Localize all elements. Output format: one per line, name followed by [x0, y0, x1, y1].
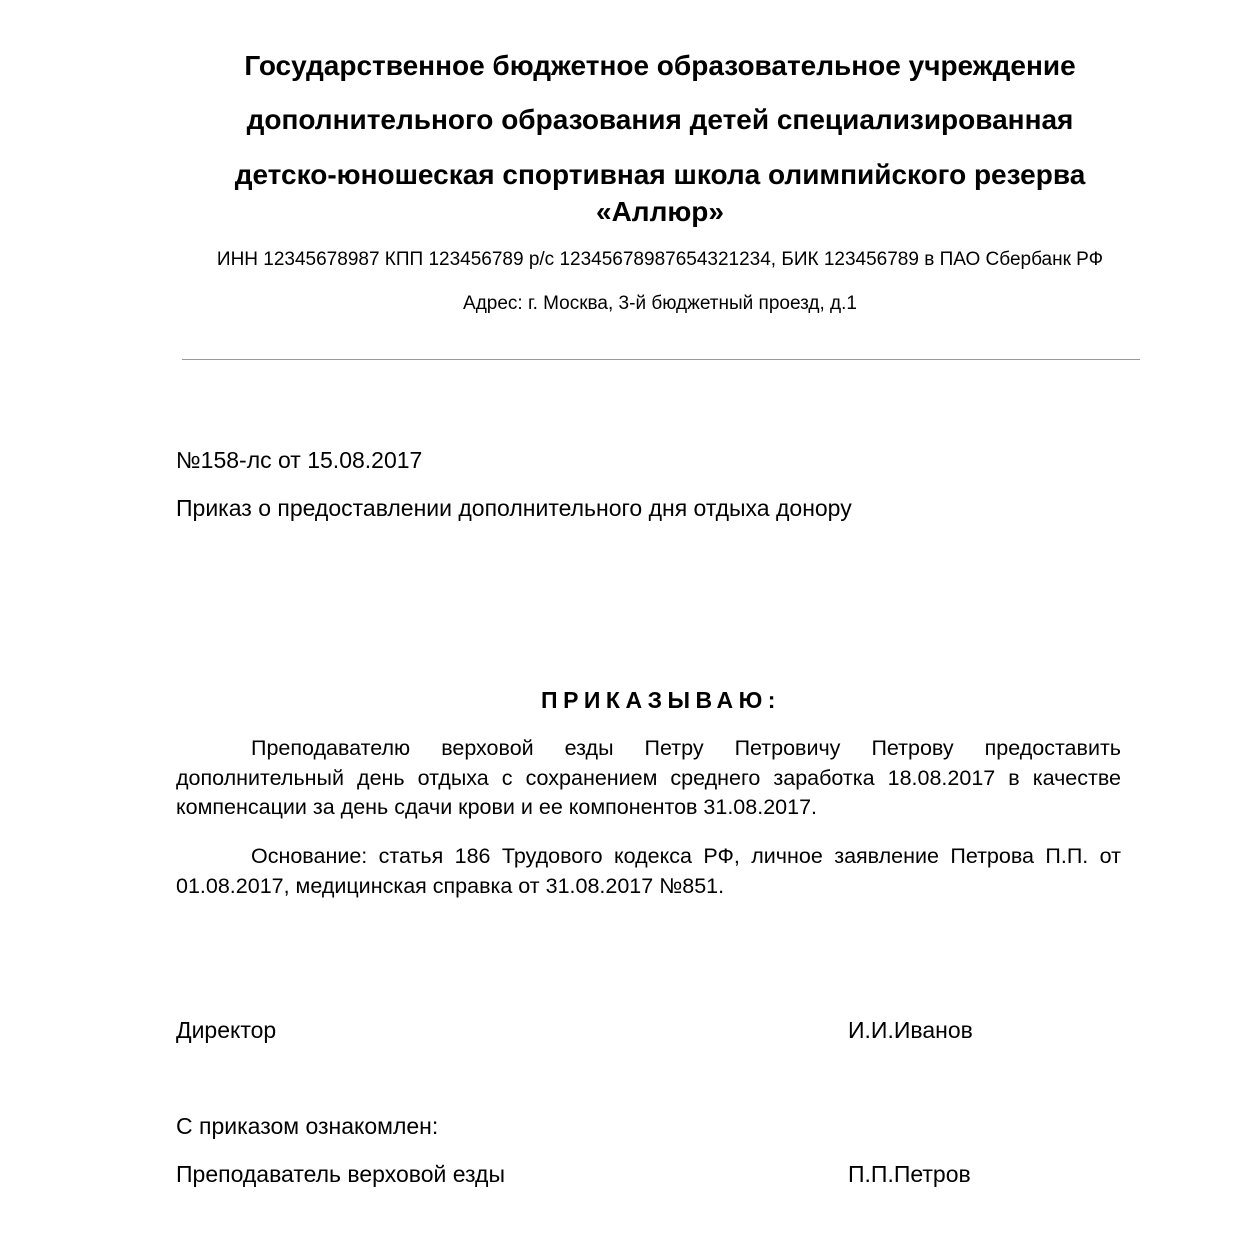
org-name-line-2: дополнительного образования детей специализированная: [246, 104, 1074, 135]
org-name-line-1: Государственное бюджетное образовательное учреждение: [244, 50, 1076, 81]
header-divider: [182, 359, 1140, 360]
order-paragraph-2-text: Основание: статья 186 Трудового кодекса РФ, личное заявление Петрова П.П. от 01.08.2017, медицинская справка от 31.08.2017 №851.: [176, 844, 1121, 898]
order-heading: ПРИКАЗЫВАЮ:: [541, 687, 781, 713]
director-name: И.И.Иванов: [848, 1017, 973, 1043]
employee-name: П.П.Петров: [848, 1161, 971, 1187]
director-label: Директор: [176, 1017, 277, 1043]
order-paragraph-1-text: Преподавателю верховой езды Петру Петровичу Петрову предоставить дополнительный день отдыха с сохранением среднего заработка 18.08.2017 в качестве компенсации за день сдачи крови и ее компонентов 31.08.2017.: [176, 736, 1121, 819]
org-address: Адрес: г. Москва, 3-й бюджетный проезд, д.1: [463, 293, 857, 314]
org-name-line-4: «Аллюр»: [596, 196, 724, 227]
org-name-line-3: детско-юношеская спортивная школа олимпийского резерва: [234, 159, 1086, 190]
employee-position: Преподаватель верховой езды: [176, 1161, 505, 1187]
order-title: Приказ о предоставлении дополнительного дня отдыха донору: [176, 495, 852, 521]
order-number-date: №158-лс от 15.08.2017: [176, 447, 423, 473]
order-paragraph-1: [176, 734, 1121, 823]
acquainted-label: С приказом ознакомлен:: [176, 1113, 439, 1139]
order-paragraph-2: [176, 842, 1121, 901]
org-requisites: ИНН 12345678987 КПП 123456789 р/с 12345678987654321234, БИК 123456789 в ПАО Сбербанк РФ: [216, 249, 1104, 270]
